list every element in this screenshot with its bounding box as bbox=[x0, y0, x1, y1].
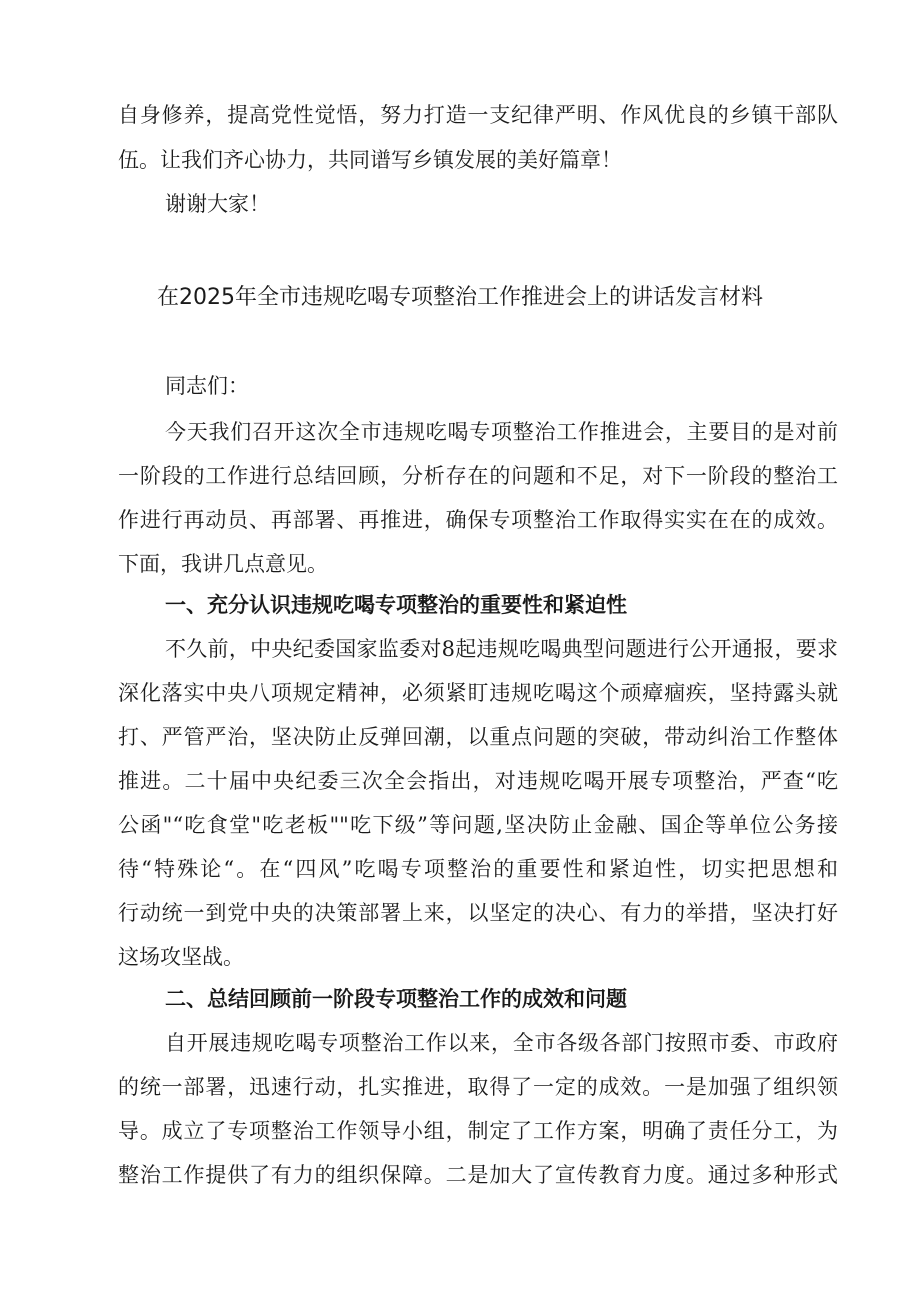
intro-line-2: 一阶段的工作进行总结回顾，分析存在的问题和不足，对下一阶段的整治工 bbox=[118, 464, 838, 488]
section-1-line-5: 公函"“吃食堂"吃老板""吃下级”等问题,坚决防止金融、国企等单位公务接 bbox=[118, 813, 838, 837]
section-1-line-7: 行动统一到党中央的决策部署上来，以坚定的决心、有力的举措，坚决打好 bbox=[118, 901, 838, 925]
section-1-line-8: 这场攻坚战。 bbox=[118, 945, 244, 969]
intro-line-3: 作进行再动员、再部署、再推进，确保专项整治工作取得实实在在的成效。 bbox=[118, 508, 838, 532]
section-1-line-4: 推进。二十届中央纪委三次全会指出，对违规吃喝开展专项整治，严查“吃 bbox=[118, 769, 838, 793]
section-1-line-6: 待“特殊论“。在“四风”吃喝专项整治的重要性和紧迫性，切实把思想和 bbox=[118, 857, 838, 881]
prev-paragraph-line-1: 自身修养，提高党性觉悟，努力打造一支纪律严明、作风优良的乡镇干部队 bbox=[118, 103, 838, 127]
section-1-line-1: 不久前，中央纪委国家监委对8起违规吃喝典型问题进行公开通报，要求 bbox=[165, 637, 838, 661]
prev-paragraph-line-2: 伍。让我们齐心协力，共同谱写乡镇发展的美好篇章！ bbox=[118, 148, 622, 172]
intro-line-4: 下面，我讲几点意见。 bbox=[118, 552, 328, 576]
section-2-heading: 二、总结回顾前一阶段专项整治工作的成效和问题 bbox=[165, 987, 627, 1011]
section-1-line-3: 打、严管严治，坚决防止反弹回潮，以重点问题的突破，带动纠治工作整体 bbox=[118, 725, 838, 749]
section-2-line-3: 导。成立了专项整治工作领导小组，制定了工作方案，明确了责任分工，为 bbox=[118, 1119, 838, 1143]
intro-line-1: 今天我们召开这次全市违规吃喝专项整治工作推进会，主要目的是对前 bbox=[165, 420, 838, 444]
document-title: 在2025年全市违规吃喝专项整治工作推进会上的讲话发言材料 bbox=[157, 285, 763, 310]
section-2-line-2: 的统一部署，迅速行动，扎实推进，取得了一定的成效。一是加强了组织领 bbox=[118, 1075, 838, 1099]
section-2-line-4: 整治工作提供了有力的组织保障。二是加大了宣传教育力度。通过多种形式 bbox=[118, 1163, 838, 1187]
section-2-line-1: 自开展违规吃喝专项整治工作以来，全市各级各部门按照市委、市政府 bbox=[165, 1031, 838, 1055]
closing-thanks: 谢谢大家！ bbox=[165, 192, 270, 216]
greeting: 同志们： bbox=[165, 374, 249, 398]
section-1-line-2: 深化落实中央八项规定精神，必须紧盯违规吃喝这个顽瘴痼疾，坚持露头就 bbox=[118, 681, 838, 705]
section-1-heading: 一、充分认识违规吃喝专项整治的重要性和紧迫性 bbox=[165, 593, 627, 617]
